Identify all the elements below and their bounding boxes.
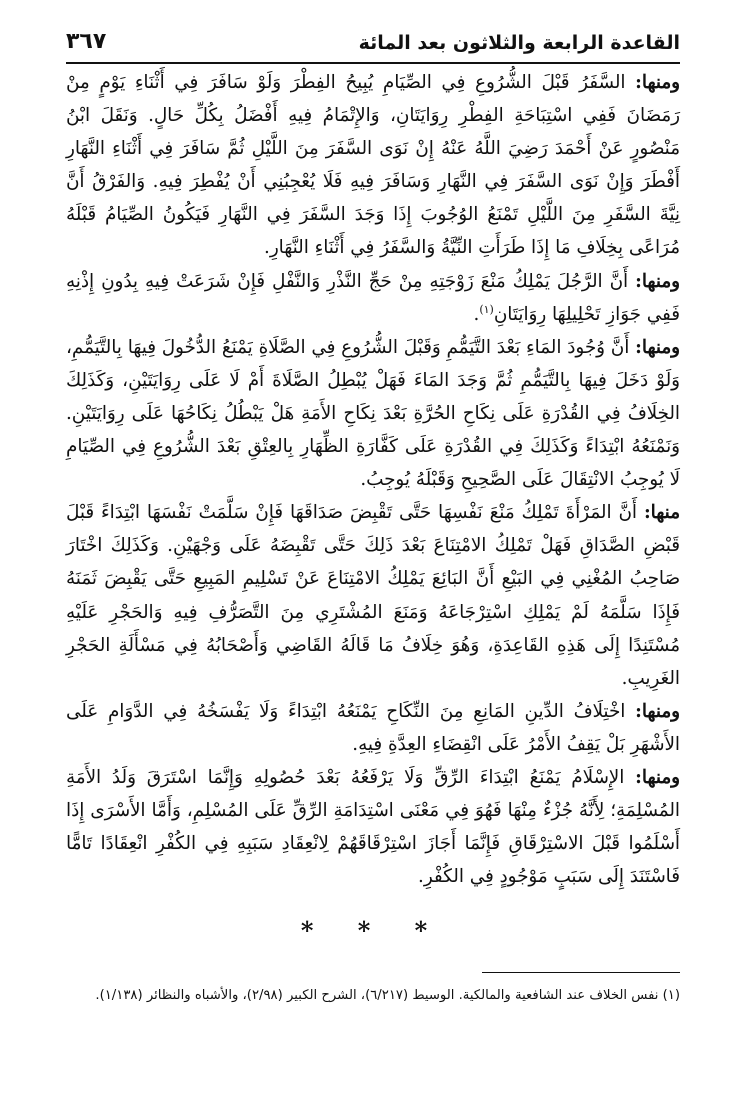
footnote-reference[interactable]: (١) xyxy=(479,302,494,316)
section-separator: * * * xyxy=(300,916,446,945)
paragraph-lead: ومنها: xyxy=(635,766,681,788)
paragraph-body: السَّفَرُ قَبْلَ الشُّرُوعِ فِي الصِّيَامِ يُبِيحُ الفِطْرَ وَلَوْ سَافَرَ فِي أَثْنَاءِ يَوْمٍ مِنْ رَمَضَانَ فَفِي اسْتِبَاحَةِ الفِطْرِ رِوَايَتَانِ، وَالإِتْمَامُ فِيهِ أَفْضَلُ بِكُلِّ حَالٍ. وَنَقَلَ ابْنُ مَنْصُورٍ عَنْ أَحْمَدَ رَضِيَ اللَّهُ عَنْهُ إِنْ نَوَى السَّفَرَ مِنَ اللَّيْلِ ثُمَّ سَافَرَ فِي أَثْنَاءِ النَّهَارِ أَفْطَرَ وَإِنْ نَوَى السَّفَرَ فِي النَّهَارِ وَسَافَرَ فِيهِ فَلَا يُعْجِبُنِي أَنْ يُفْطِرَ فِيهِ. وَالفَرْقُ أَنَّ نِيَّةَ السَّفَرِ مِنَ اللَّيْلِ تَمْنَعُ الوُجُوبَ إِذَا وَجَدَ السَّفَرَ فِي النَّهَارِ فَيَكُونُ الصِّيَامُ قَبْلَهُ مُرَاعًى بِخِلَافِ مَا إِذَا طَرَأَتِ النِّيَّةُ وَالسَّفَرُ فِي أَثْنَاءِ النَّهَارِ. xyxy=(66,72,680,259)
paragraph xyxy=(66,331,680,496)
paragraph-body: أَنَّ وُجُودَ المَاءِ بَعْدَ التَّيَمُّمِ وَقَبْلَ الشُّرُوعِ فِي الصَّلَاةِ يَمْنَعُ الدُّخُولَ فِيهَا بِالتَّيَمُّمِ، وَلَوْ دَخَلَ فِيهَا بِالتَّيَمُّمِ ثُمَّ وَجَدَ المَاءَ فَهَلْ يُبْطِلُ الصَّلَاةَ أَمْ لَا عَلَى رِوَايَتَيْنِ، وَكَذَلِكَ الخِلَافُ فِي القُدْرَةِ عَلَى نِكَاحِ الحُرَّةِ بَعْدَ نِكَاحِ الأَمَةِ هَلْ يَبْطُلُ نِكَاحُهَا عَلَى رِوَايَتَيْنِ. وَنَمْنَعُهُ ابْتِدَاءً وَكَذَلِكَ فِي القُدْرَةِ عَلَى كَفَّارَةِ الظِّهَارِ بِالعِتْقِ بَعْدَ الشُّرُوعِ فِي الصِّيَامِ لَا يُوجِبُ الانْتِقَالَ عَلَى الصَّحِيحِ وَقَبْلَهُ يُوجِبُ. xyxy=(66,336,680,491)
paragraph-lead: ومنها: xyxy=(635,270,680,292)
paragraph xyxy=(66,761,680,893)
footnote-divider xyxy=(482,972,680,973)
page-number: ٣٦٧ xyxy=(66,29,107,54)
paragraph xyxy=(66,496,680,695)
paragraph-body: الإِسْلَامُ يَمْنَعُ ابْتِدَاءَ الرِّقِّ وَلَا يَرْفَعُهُ بَعْدَ حُصُولِهِ وَإِنَّمَا اسْتَرَقَ وَلَدُ الأَمَةِ المُسْلِمَةِ؛ لِأَنَّهُ جُزْءٌ مِنْهَا فَهُوَ فِي مَعْنَى اسْتِدَامَةِ الرِّقِّ عَلَى المُسْلِمِ، وَأَمَّا الأَسْرَى إِذَا أَسْلَمُوا قَبْلَ الاسْتِرْقَاقِ فَإِنَّمَا أَجَازَ اسْتِرْقَاقَهُمْ لِانْعِقَادِ سَبَبِهِ فِي الكُفْرِ انْعِقَادًا تَامًّا فَاسْتَنَدَ إِلَى سَبَبٍ مَوْجُودٍ فِي الكُفْرِ. xyxy=(66,766,680,888)
paragraph xyxy=(66,66,680,265)
paragraph-lead: ومنها: xyxy=(635,700,680,722)
paragraph-lead: منها: xyxy=(643,502,680,524)
paragraph-lead: ومنها: xyxy=(635,336,681,358)
chapter-title: القاعدة الرابعة والثلاثون بعد المائة xyxy=(358,32,680,54)
paragraph-lead: ومنها: xyxy=(635,72,681,93)
footnote: (١) نفس الخلاف عند الشافعية والمالكية. الوسيط (٦/٢١٧)، الشرح الكبير (٢/٩٨)، والأشباه والنظائر (١/١٣٨). xyxy=(95,988,680,1003)
main-text xyxy=(66,66,680,893)
paragraph-body: أَنَّ المَرْأَةَ تَمْلِكُ مَنْعَ نَفْسِهَا حَتَّى تَقْبِضَ صَدَاقَهَا فَإِنْ سَلَّمَتْ نَفْسَهَا ابْتِدَاءً قَبْلَ قَبْضِ الصَّدَاقِ فَهَلْ تَمْلِكُ الامْتِنَاعَ بَعْدَ ذَلِكَ حَتَّى تَقْبِضَهُ عَلَى وَجْهَيْنِ. وَكَذَلِكَ اخْتَارَ صَاحِبُ المُغْنِي فِي البَيْعِ أَنَّ البَائِعَ يَمْلِكُ الامْتِنَاعَ عَنْ تَسْلِيمِ المَبِيعِ حَتَّى يَقْبِضَ ثَمَنَهُ فَإِذَا سَلَّمَهُ لَمْ يَمْلِكِ اسْتِرْجَاعَهُ وَمَنَعَ المُشْتَرِي مِنَ التَّصَرُّفِ فِيهِ وَالحَجْرِ عَلَيْهِ مُسْتَنِدًا إِلَى هَذِهِ القَاعِدَةِ، وَهُوَ خِلَافُ مَا قَالَهُ القَاضِي وَأَصْحَابُهُ فِي مَسْأَلَةِ الحَجْرِ الغَرِيبِ. xyxy=(66,502,680,689)
paragraph-body: أَنَّ الرَّجُلَ يَمْلِكُ مَنْعَ زَوْجَتِهِ مِنْ حَجِّ النَّذْرِ وَالنَّفْلِ فَإِنْ شَرَعَتْ فِيهِ بِدُونِ إِذْنِهِ فَفِي جَوَازِ تَحْلِيلِهَا رِوَايَتَانِ xyxy=(66,270,680,325)
running-header xyxy=(66,28,680,64)
paragraph xyxy=(66,695,680,761)
paragraph-body: اخْتِلَافُ الدِّينِ المَانِعِ مِنَ النِّكَاحِ يَمْنَعُهُ ابْتِدَاءً وَلَا يَفْسَخُهُ فِي الدَّوَامِ عَلَى الأَشْهَرِ بَلْ يَقِفُ الأَمْرُ عَلَى انْقِضَاءِ العِدَّةِ فِيهِ. xyxy=(66,700,680,755)
paragraph xyxy=(66,265,680,331)
paragraph-end: . xyxy=(473,303,480,325)
